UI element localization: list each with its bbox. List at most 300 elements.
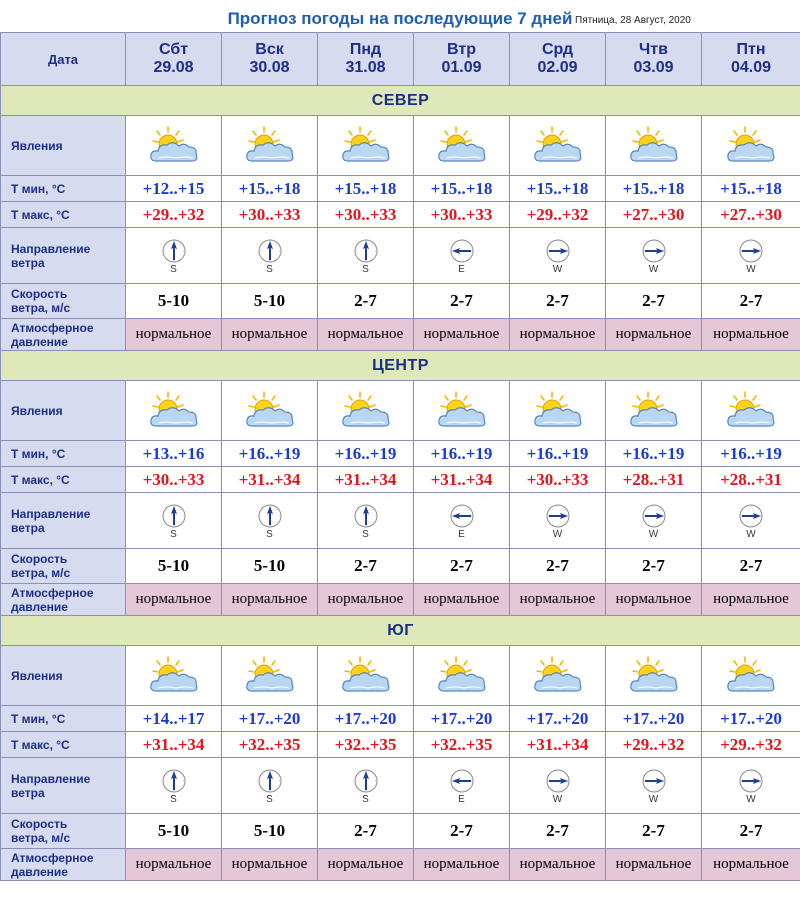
wind-direction-label-text: Направление bbox=[11, 771, 91, 786]
page-title: Прогноз погоды на последующие 7 дней bbox=[227, 9, 573, 28]
pressure-cell bbox=[606, 584, 702, 616]
wind-speed-value: 2-7 bbox=[546, 556, 569, 575]
partly-cloudy-icon bbox=[510, 390, 605, 432]
wind-direction-cell bbox=[510, 493, 606, 549]
wind-direction-cell bbox=[318, 228, 414, 284]
phenomena-cell bbox=[606, 116, 702, 176]
tmax-label bbox=[1, 202, 126, 228]
pressure-cell bbox=[126, 584, 222, 616]
pressure-value: нормальное bbox=[231, 326, 308, 342]
pressure-cell bbox=[510, 849, 606, 881]
phenomena-cell bbox=[606, 381, 702, 441]
wind-direction-cell bbox=[222, 228, 318, 284]
tmin-value: +17..+20 bbox=[430, 708, 493, 728]
tmin-cell bbox=[414, 176, 510, 202]
wind-speed-cell bbox=[702, 549, 800, 584]
phenomena-label bbox=[1, 116, 126, 176]
region-name bbox=[1, 86, 800, 116]
wind-direction-cell bbox=[126, 493, 222, 549]
wind-speed-cell bbox=[510, 814, 606, 849]
pressure-value: нормальное bbox=[423, 591, 500, 607]
wind-speed-cell bbox=[606, 814, 702, 849]
phenomena-label bbox=[1, 381, 126, 441]
tmin-value: +16..+19 bbox=[526, 443, 589, 463]
tmax-value: +31..+34 bbox=[238, 469, 301, 489]
tmin-value: +15..+18 bbox=[334, 178, 397, 198]
wind-speed-cell bbox=[222, 284, 318, 319]
phenomena-cell bbox=[222, 381, 318, 441]
tmax-row bbox=[1, 467, 800, 493]
pressure-cell bbox=[606, 849, 702, 881]
phenomena-cell bbox=[702, 646, 800, 706]
wind-direction-cell bbox=[222, 493, 318, 549]
wind-direction-value: S bbox=[266, 263, 273, 275]
tmin-value: +17..+20 bbox=[526, 708, 589, 728]
region-row bbox=[1, 351, 800, 381]
wind-direction-value: S bbox=[170, 528, 177, 540]
tmax-cell bbox=[222, 467, 318, 493]
wind-speed-value: 2-7 bbox=[354, 291, 377, 310]
tmax-cell bbox=[606, 732, 702, 758]
pressure-label bbox=[1, 849, 126, 881]
tmax-cell bbox=[414, 467, 510, 493]
tmax-cell bbox=[318, 202, 414, 228]
phenomena-cell bbox=[222, 116, 318, 176]
tmax-cell bbox=[702, 202, 800, 228]
partly-cloudy-icon bbox=[126, 655, 221, 697]
phenomena-label bbox=[1, 646, 126, 706]
partly-cloudy-icon bbox=[222, 125, 317, 167]
tmin-cell bbox=[414, 441, 510, 467]
phenomena-row bbox=[1, 381, 800, 441]
pressure-value: нормальное bbox=[423, 856, 500, 872]
day-date: 01.09 bbox=[441, 59, 482, 76]
wind-speed-value: 2-7 bbox=[354, 556, 377, 575]
wind-compass-icon bbox=[126, 503, 221, 529]
wind-compass-icon bbox=[126, 238, 221, 264]
wind-direction-cell bbox=[606, 228, 702, 284]
pressure-cell bbox=[222, 584, 318, 616]
day-name: Сбт bbox=[158, 41, 189, 58]
wind-direction-label bbox=[1, 228, 126, 284]
pressure-value: нормальное bbox=[519, 591, 596, 607]
tmin-row bbox=[1, 706, 800, 732]
tmax-value: +28..+31 bbox=[720, 469, 782, 489]
pressure-value: нормальное bbox=[135, 591, 212, 607]
pressure-label-text-2: давление bbox=[11, 864, 68, 879]
region-name-text: ЮГ bbox=[387, 621, 414, 639]
wind-speed-value: 2-7 bbox=[450, 291, 473, 310]
tmax-value: +30..+33 bbox=[430, 204, 493, 224]
wind-direction-cell bbox=[510, 758, 606, 814]
tmax-cell bbox=[510, 202, 606, 228]
tmax-cell bbox=[510, 732, 606, 758]
wind-direction-label-text: Направление bbox=[11, 241, 91, 256]
wind-speed-cell bbox=[126, 549, 222, 584]
wind-direction-value: S bbox=[362, 793, 369, 805]
phenomena-cell bbox=[702, 381, 800, 441]
wind-compass-icon bbox=[606, 238, 701, 264]
tmin-value: +16..+19 bbox=[238, 443, 301, 463]
pressure-value: нормальное bbox=[713, 856, 789, 872]
tmax-label bbox=[1, 732, 126, 758]
tmax-value: +27..+30 bbox=[622, 204, 685, 224]
tmax-value: +29..+32 bbox=[720, 734, 782, 754]
wind-compass-icon bbox=[414, 238, 509, 264]
pressure-cell bbox=[606, 319, 702, 351]
wind-speed-value: 5-10 bbox=[253, 821, 286, 840]
phenomena-cell bbox=[222, 646, 318, 706]
wind-direction-cell bbox=[126, 228, 222, 284]
tmax-value: +30..+33 bbox=[526, 469, 589, 489]
wind-speed-cell bbox=[318, 814, 414, 849]
wind-direction-value: S bbox=[362, 528, 369, 540]
tmin-cell bbox=[318, 176, 414, 202]
tmax-cell bbox=[126, 202, 222, 228]
tmin-cell bbox=[126, 441, 222, 467]
tmin-value: +17..+20 bbox=[720, 708, 782, 728]
tmax-value: +30..+33 bbox=[238, 204, 301, 224]
tmin-value: +14..+17 bbox=[142, 708, 205, 728]
pressure-cell bbox=[702, 319, 800, 351]
phenomena-row bbox=[1, 646, 800, 706]
phenomena-label-text: Явления bbox=[11, 403, 63, 418]
tmin-value: +13..+16 bbox=[142, 443, 205, 463]
wind-compass-icon bbox=[510, 238, 605, 264]
partly-cloudy-icon bbox=[222, 390, 317, 432]
tmax-cell bbox=[414, 732, 510, 758]
tmax-label bbox=[1, 467, 126, 493]
phenomena-cell bbox=[126, 116, 222, 176]
wind-direction-value: E bbox=[458, 528, 465, 540]
partly-cloudy-icon bbox=[702, 125, 800, 167]
wind-direction-label bbox=[1, 493, 126, 549]
wind-speed-row bbox=[1, 814, 800, 849]
day-date: 03.09 bbox=[633, 59, 674, 76]
pressure-cell bbox=[510, 319, 606, 351]
wind-speed-value: 2-7 bbox=[450, 821, 473, 840]
pressure-value: нормальное bbox=[713, 591, 789, 607]
wind-speed-value: 5-10 bbox=[157, 291, 190, 310]
pressure-label-text: Атмосферное bbox=[11, 320, 94, 335]
day-name: Птн bbox=[736, 41, 766, 58]
pressure-value: нормальное bbox=[423, 326, 500, 342]
wind-speed-cell bbox=[318, 284, 414, 319]
region-name bbox=[1, 351, 800, 381]
pressure-label-text: Атмосферное bbox=[11, 850, 94, 865]
tmin-label-text: Т мин, °С bbox=[11, 711, 66, 726]
region-name-text: СЕВЕР bbox=[371, 91, 430, 109]
wind-speed-value: 5-10 bbox=[157, 821, 190, 840]
wind-speed-cell bbox=[702, 814, 800, 849]
day-header-6 bbox=[702, 33, 800, 86]
wind-direction-value: W bbox=[746, 793, 756, 805]
wind-compass-icon bbox=[318, 238, 413, 264]
phenomena-label-text: Явления bbox=[11, 138, 63, 153]
wind-direction-cell bbox=[126, 758, 222, 814]
pressure-cell bbox=[702, 584, 800, 616]
partly-cloudy-icon bbox=[318, 655, 413, 697]
tmin-row bbox=[1, 441, 800, 467]
tmax-value: +31..+34 bbox=[430, 469, 493, 489]
tmax-cell bbox=[702, 467, 800, 493]
wind-compass-icon bbox=[510, 503, 605, 529]
tmin-value: +17..+20 bbox=[622, 708, 685, 728]
tmax-cell bbox=[318, 467, 414, 493]
pressure-value: нормальное bbox=[135, 326, 212, 342]
wind-compass-icon bbox=[222, 768, 317, 794]
tmax-value: +29..+32 bbox=[622, 734, 685, 754]
wind-speed-value: 5-10 bbox=[253, 556, 286, 575]
tmax-cell bbox=[126, 467, 222, 493]
partly-cloudy-icon bbox=[126, 390, 221, 432]
wind-compass-icon bbox=[702, 503, 800, 529]
wind-direction-label bbox=[1, 758, 126, 814]
wind-direction-cell bbox=[606, 493, 702, 549]
wind-speed-cell bbox=[414, 549, 510, 584]
wind-direction-cell bbox=[222, 758, 318, 814]
pressure-value: нормальное bbox=[615, 591, 692, 607]
tmax-value: +32..+35 bbox=[334, 734, 397, 754]
tmax-cell bbox=[702, 732, 800, 758]
tmin-value: +16..+19 bbox=[334, 443, 397, 463]
tmax-value: +29..+32 bbox=[526, 204, 589, 224]
wind-speed-label-text-2: ветра, м/с bbox=[11, 301, 71, 315]
tmin-value: +15..+18 bbox=[622, 178, 685, 198]
partly-cloudy-icon bbox=[318, 125, 413, 167]
partly-cloudy-icon bbox=[414, 655, 509, 697]
phenomena-row bbox=[1, 116, 800, 176]
partly-cloudy-icon bbox=[510, 655, 605, 697]
wind-direction-value: W bbox=[746, 528, 756, 540]
wind-direction-row bbox=[1, 228, 800, 284]
wind-compass-icon bbox=[318, 768, 413, 794]
tmin-value: +12..+15 bbox=[142, 178, 205, 198]
tmin-cell bbox=[510, 706, 606, 732]
tmax-value: +30..+33 bbox=[334, 204, 397, 224]
pressure-cell bbox=[510, 584, 606, 616]
wind-direction-value: S bbox=[170, 793, 177, 805]
wind-speed-cell bbox=[510, 284, 606, 319]
wind-speed-label bbox=[1, 284, 126, 319]
pressure-row bbox=[1, 319, 800, 351]
wind-speed-value: 2-7 bbox=[642, 556, 665, 575]
phenomena-cell bbox=[318, 646, 414, 706]
wind-direction-value: W bbox=[648, 528, 659, 540]
pressure-row bbox=[1, 584, 800, 616]
tmax-value: +29..+32 bbox=[142, 204, 205, 224]
wind-speed-row bbox=[1, 284, 800, 319]
day-date: 30.08 bbox=[249, 59, 290, 76]
page-header bbox=[0, 0, 800, 32]
phenomena-cell bbox=[414, 116, 510, 176]
tmin-value: +17..+20 bbox=[334, 708, 397, 728]
pressure-cell bbox=[318, 319, 414, 351]
wind-speed-label-text: Скорость bbox=[11, 817, 68, 831]
tmax-label-text: Т макс, °С bbox=[11, 737, 70, 752]
wind-speed-cell bbox=[126, 814, 222, 849]
wind-direction-label-text-2: ветра bbox=[11, 520, 45, 535]
wind-speed-value: 2-7 bbox=[642, 291, 665, 310]
tmin-value: +16..+19 bbox=[720, 443, 782, 463]
tmin-cell bbox=[702, 441, 800, 467]
tmax-value: +31..+34 bbox=[142, 734, 205, 754]
partly-cloudy-icon bbox=[702, 390, 800, 432]
pressure-value: нормальное bbox=[327, 856, 404, 872]
pressure-cell bbox=[222, 319, 318, 351]
pressure-cell bbox=[126, 319, 222, 351]
day-header-4 bbox=[510, 33, 606, 86]
pressure-cell bbox=[318, 849, 414, 881]
pressure-cell bbox=[222, 849, 318, 881]
pressure-cell bbox=[702, 849, 800, 881]
wind-compass-icon bbox=[510, 768, 605, 794]
date-label-text: Дата bbox=[47, 51, 79, 67]
tmax-value: +32..+35 bbox=[238, 734, 301, 754]
wind-compass-icon bbox=[414, 503, 509, 529]
wind-speed-value: 2-7 bbox=[546, 821, 569, 840]
wind-direction-value: S bbox=[266, 793, 273, 805]
wind-speed-cell bbox=[414, 814, 510, 849]
wind-direction-row bbox=[1, 758, 800, 814]
tmax-cell bbox=[222, 732, 318, 758]
tmin-cell bbox=[222, 176, 318, 202]
partly-cloudy-icon bbox=[414, 125, 509, 167]
forecast-table bbox=[0, 32, 800, 881]
wind-direction-cell bbox=[702, 758, 800, 814]
tmin-value: +17..+20 bbox=[238, 708, 301, 728]
wind-direction-cell bbox=[414, 228, 510, 284]
tmax-label-text: Т макс, °С bbox=[11, 207, 70, 222]
day-name: Пнд bbox=[349, 41, 382, 58]
wind-direction-cell bbox=[414, 493, 510, 549]
pressure-cell bbox=[318, 584, 414, 616]
wind-speed-value: 5-10 bbox=[253, 291, 286, 310]
wind-speed-row bbox=[1, 549, 800, 584]
phenomena-cell bbox=[414, 381, 510, 441]
tmin-value: +16..+19 bbox=[430, 443, 493, 463]
phenomena-cell bbox=[702, 116, 800, 176]
pressure-value: нормальное bbox=[327, 591, 404, 607]
wind-compass-icon bbox=[222, 238, 317, 264]
phenomena-cell bbox=[126, 381, 222, 441]
wind-speed-value: 2-7 bbox=[450, 556, 473, 575]
wind-compass-icon bbox=[702, 768, 800, 794]
partly-cloudy-icon bbox=[606, 655, 701, 697]
tmin-value: +15..+18 bbox=[526, 178, 589, 198]
partly-cloudy-icon bbox=[222, 655, 317, 697]
pressure-cell bbox=[414, 319, 510, 351]
wind-compass-icon bbox=[318, 503, 413, 529]
wind-speed-cell bbox=[414, 284, 510, 319]
wind-direction-value: W bbox=[746, 263, 756, 275]
wind-direction-value: S bbox=[266, 528, 273, 540]
pressure-label bbox=[1, 319, 126, 351]
partly-cloudy-icon bbox=[318, 390, 413, 432]
day-name: Втр bbox=[447, 41, 476, 58]
wind-compass-icon bbox=[222, 503, 317, 529]
phenomena-cell bbox=[318, 381, 414, 441]
wind-speed-cell bbox=[222, 549, 318, 584]
wind-direction-value: S bbox=[362, 263, 369, 275]
tmax-cell bbox=[414, 202, 510, 228]
tmin-cell bbox=[702, 176, 800, 202]
wind-speed-cell bbox=[318, 549, 414, 584]
wind-direction-value: W bbox=[552, 263, 563, 275]
pressure-row bbox=[1, 849, 800, 881]
pressure-value: нормальное bbox=[615, 326, 692, 342]
partly-cloudy-icon bbox=[606, 125, 701, 167]
pressure-label bbox=[1, 584, 126, 616]
pressure-value: нормальное bbox=[231, 591, 308, 607]
tmin-cell bbox=[414, 706, 510, 732]
tmax-value: +31..+34 bbox=[334, 469, 397, 489]
wind-direction-value: W bbox=[552, 793, 563, 805]
tmax-label-text: Т макс, °С bbox=[11, 472, 70, 487]
tmax-cell bbox=[126, 732, 222, 758]
tmin-cell bbox=[510, 441, 606, 467]
wind-direction-label-text: Направление bbox=[11, 506, 91, 521]
tmin-label bbox=[1, 706, 126, 732]
pressure-value: нормальное bbox=[231, 856, 308, 872]
phenomena-cell bbox=[606, 646, 702, 706]
wind-speed-label-text: Скорость bbox=[11, 287, 68, 301]
wind-speed-cell bbox=[126, 284, 222, 319]
wind-compass-icon bbox=[606, 503, 701, 529]
wind-direction-row bbox=[1, 493, 800, 549]
partly-cloudy-icon bbox=[414, 390, 509, 432]
wind-speed-label-text: Скорость bbox=[11, 552, 68, 566]
tmin-cell bbox=[606, 176, 702, 202]
phenomena-cell bbox=[510, 116, 606, 176]
wind-direction-value: E bbox=[458, 263, 465, 275]
wind-speed-value: 2-7 bbox=[739, 821, 763, 840]
day-date: 29.08 bbox=[153, 59, 194, 76]
phenomena-cell bbox=[510, 381, 606, 441]
tmin-cell bbox=[126, 706, 222, 732]
wind-speed-value: 5-10 bbox=[157, 556, 190, 575]
wind-speed-value: 2-7 bbox=[739, 556, 763, 575]
tmax-value: +27..+30 bbox=[720, 204, 782, 224]
tmin-label bbox=[1, 176, 126, 202]
tmin-label-text: Т мин, °С bbox=[11, 446, 66, 461]
phenomena-cell bbox=[414, 646, 510, 706]
tmin-value: +15..+18 bbox=[238, 178, 301, 198]
wind-speed-label bbox=[1, 814, 126, 849]
tmin-value: +16..+19 bbox=[622, 443, 685, 463]
tmin-value: +15..+18 bbox=[430, 178, 493, 198]
pressure-value: нормальное bbox=[135, 856, 212, 872]
tmin-value: +15..+18 bbox=[720, 178, 782, 198]
wind-direction-cell bbox=[702, 228, 800, 284]
tmin-cell bbox=[510, 176, 606, 202]
day-name: Чтв bbox=[639, 41, 668, 58]
partly-cloudy-icon bbox=[510, 125, 605, 167]
tmin-cell bbox=[606, 441, 702, 467]
tmin-cell bbox=[222, 441, 318, 467]
wind-speed-cell bbox=[606, 549, 702, 584]
tmax-value: +30..+33 bbox=[142, 469, 205, 489]
tmin-cell bbox=[318, 441, 414, 467]
tmax-cell bbox=[318, 732, 414, 758]
wind-direction-label-text-2: ветра bbox=[11, 785, 45, 800]
tmin-cell bbox=[606, 706, 702, 732]
wind-direction-value: W bbox=[648, 793, 659, 805]
day-date: 02.09 bbox=[537, 59, 578, 76]
phenomena-cell bbox=[126, 646, 222, 706]
tmax-value: +32..+35 bbox=[430, 734, 493, 754]
wind-speed-cell bbox=[606, 284, 702, 319]
